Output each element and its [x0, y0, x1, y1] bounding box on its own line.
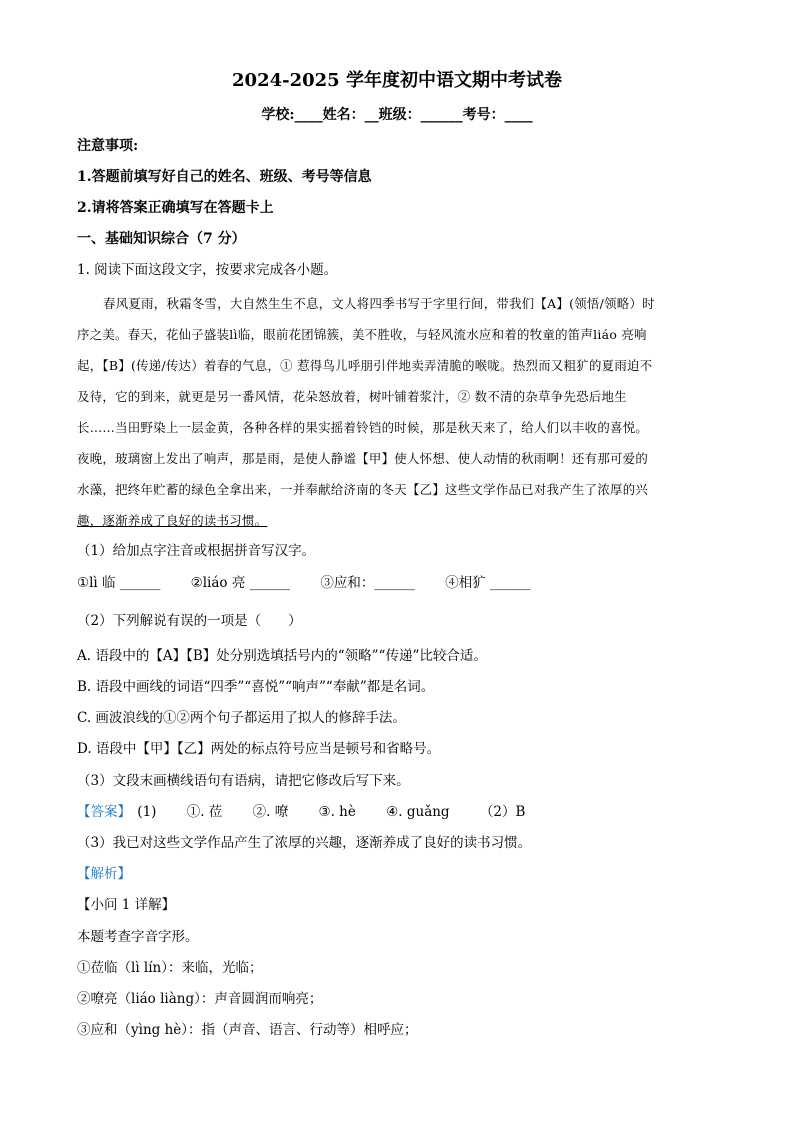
passage-line: 序之美。春天，花仙子盛装lì临，眼前花团锦簇，美不胜收，与轻风流水应和着的牧童的笛声liáo 亮响 [77, 327, 647, 342]
question-intro: 1. 阅读下面这段文字，按要求完成各小题。 [77, 262, 338, 278]
passage-line-underlined: 趣，逐渐养成了良好的读书习惯。 [77, 513, 268, 528]
blank-item: ③应和：______ [320, 575, 415, 591]
analysis-line: ③应和（yìng hè）：指（声音、语言、行动等）相呼应； [77, 1022, 418, 1038]
blank-item: ②liáo 亮 ______ [190, 575, 291, 591]
notice-item-1: 1.答题前填写好自己的姓名、班级、考号等信息 [77, 169, 372, 185]
q1-2-prompt: （2）下列解说有误的一项是（ ） [77, 613, 302, 629]
passage-line: 长……当田野染上一层金黄，各种各样的果实摇着铃铛的时候，那是秋天来了，给人们以丰收的喜悦。 [77, 420, 649, 435]
notice-heading: 注意事项: [77, 138, 139, 154]
student-info-line: 学校:____姓名：__班级：______考号：____ [261, 107, 533, 123]
q1-3-prompt: （3）文段末画横线语句有语病，请把它修改后写下来。 [77, 773, 410, 789]
notice-item-2: 2.请将答案正确填写在答题卡上 [77, 200, 274, 216]
passage-line: 及待，它的到来，就更是另一番风情，花朵怒放着，树叶铺着浆汁，② 数不清的杂草争先恐后地生 [77, 389, 627, 404]
answer-part: ①. 莅 [186, 804, 223, 820]
analysis-label: 【解析】 [77, 866, 131, 882]
option-d: D. 语段中【甲】【乙】两处的标点符号应当是顿号和省略号。 [77, 741, 441, 757]
page-title: 2024-2025 学年度初中语文期中考试卷 [232, 70, 562, 91]
analysis-subheading: 【小问 1 详解】 [77, 897, 176, 913]
answer-part: （2）B [479, 804, 526, 820]
blank-item: ④相犷 ______ [445, 575, 531, 591]
passage-line: 春风夏雨，秋霜冬雪，大自然生生不息，文人将四季书写于字里行间，带我们【A】(领悟/领略）时 [103, 296, 655, 311]
analysis-line: ②嘹亮（liáo liàng）：声音圆润而响亮； [77, 991, 323, 1007]
answer-row [77, 802, 551, 822]
blank-item: ①lì 临 ______ [77, 575, 161, 591]
answer-part: ②. 嘹 [252, 804, 289, 820]
passage-line: 夜晚，玻璃窗上发出了响声，那是雨，是使人静谧【甲】使人怀想、使人动情的秋雨啊！还有那可爱的 [77, 451, 649, 466]
option-b: B. 语段中画线的词语“四季”“喜悦”“响声”“奉献”都是名词。 [77, 679, 435, 695]
answer-part: ④. guǎng [386, 804, 450, 820]
option-a: A. 语段中的【A】【B】处分别选填括号内的“领略”“传递”比较合适。 [77, 648, 487, 664]
passage-line: 水藻，把终年贮蓄的绿色全拿出来，一并奉献给济南的冬天【乙】这些文学作品已对我产生了浓厚的兴 [77, 482, 649, 497]
analysis-line: ①莅临（lì lín）：来临，光临； [77, 960, 263, 976]
answer-label: 【答案】 [77, 804, 131, 820]
answer-part: (1) [137, 804, 157, 820]
section-heading: 一、基础知识综合（7 分） [77, 231, 246, 247]
answer-part: ③. hè [318, 804, 356, 820]
q1-1-blanks [77, 573, 557, 593]
analysis-intro: 本题考查字音字形。 [77, 929, 199, 945]
passage-line: 起，【B】(传递/传达）着春的气息，① 惹得鸟儿呼朋引伴地卖弄清脆的喉咙。热烈而又粗犷的夏雨迫不 [77, 358, 653, 373]
reading-passage [77, 288, 717, 536]
q1-1-prompt: （1）给加点字注音或根据拼音写汉字。 [77, 543, 316, 559]
answer-part-3: （3）我已对这些文学作品产生了浓厚的兴趣，逐渐养成了良好的读书习惯。 [77, 835, 532, 851]
option-c: C. 画波浪线的①②两个句子都运用了拟人的修辞手法。 [77, 710, 406, 726]
